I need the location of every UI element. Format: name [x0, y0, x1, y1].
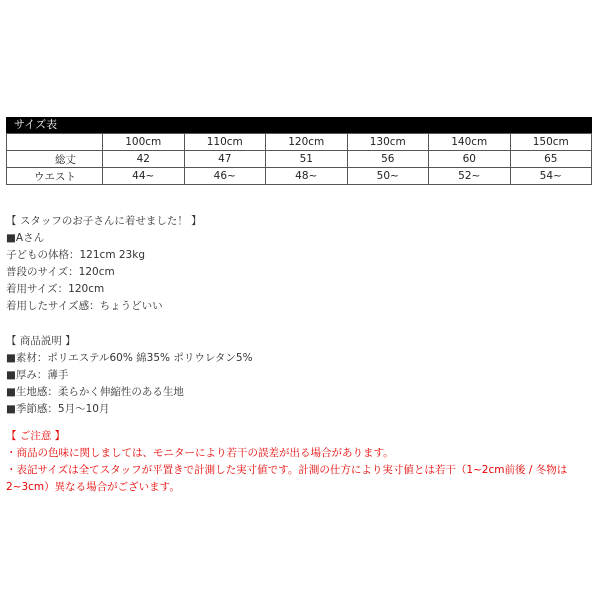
size-chart	[6, 117, 592, 185]
table-cell: 51	[266, 151, 348, 168]
staff-line: ■Aさん	[6, 232, 45, 244]
table-row-length	[7, 151, 592, 168]
staff-fitting-section	[6, 213, 202, 315]
staff-line: 子どもの体格：121cm 23kg	[6, 249, 145, 261]
staff-line: 着用サイズ：120cm	[6, 283, 105, 295]
size-chart-title: サイズ表	[6, 117, 592, 133]
row-label-length: 総丈	[7, 151, 103, 168]
size-header-cell: 110cm	[184, 134, 266, 151]
size-header-cell: 120cm	[266, 134, 348, 151]
table-cell: 47	[184, 151, 266, 168]
product-description-section	[6, 333, 253, 418]
staff-line: 着用したサイズ感：ちょうどいい	[6, 300, 163, 312]
notes-heading: 【 ご注意 】	[6, 430, 66, 442]
table-cell: 50~	[347, 168, 429, 185]
table-cell: 52~	[429, 168, 511, 185]
size-table	[6, 133, 592, 185]
table-cell: 44~	[103, 168, 185, 185]
size-header-cell: 130cm	[347, 134, 429, 151]
row-label-waist: ウエスト	[7, 168, 103, 185]
table-cell: 65	[510, 151, 592, 168]
notes-section	[6, 428, 586, 496]
product-line: ■季節感：5月～10月	[6, 403, 110, 415]
notes-line: ・表記サイズは全てスタッフが平置きで計測した実寸値です。計測の仕方により実寸値とは若干（1~2cm前後 / 冬物は2~3cm）異なる場合がございます。	[6, 464, 568, 493]
product-heading: 【 商品説明 】	[6, 335, 76, 347]
staff-line: 普段のサイズ：120cm	[6, 266, 115, 278]
size-header-blank	[7, 134, 103, 151]
table-cell: 54~	[510, 168, 592, 185]
size-header-cell: 140cm	[429, 134, 511, 151]
table-cell: 46~	[184, 168, 266, 185]
table-cell: 42	[103, 151, 185, 168]
product-line: ■素材：ポリエステル60% 綿35% ポリウレタン5%	[6, 352, 253, 364]
product-line: ■厚み：薄手	[6, 369, 69, 381]
table-cell: 60	[429, 151, 511, 168]
table-row-waist	[7, 168, 592, 185]
table-cell: 48~	[266, 168, 348, 185]
size-header-cell: 100cm	[103, 134, 185, 151]
staff-heading: 【 スタッフのお子さんに着せました！ 】	[6, 215, 202, 227]
product-line: ■生地感：柔らかく伸縮性のある生地	[6, 386, 184, 398]
size-header-cell: 150cm	[510, 134, 592, 151]
notes-line: ・商品の色味に関しましては、モニターにより若干の誤差が出る場合があります。	[6, 447, 394, 459]
table-cell: 56	[347, 151, 429, 168]
size-header-row	[7, 134, 592, 151]
